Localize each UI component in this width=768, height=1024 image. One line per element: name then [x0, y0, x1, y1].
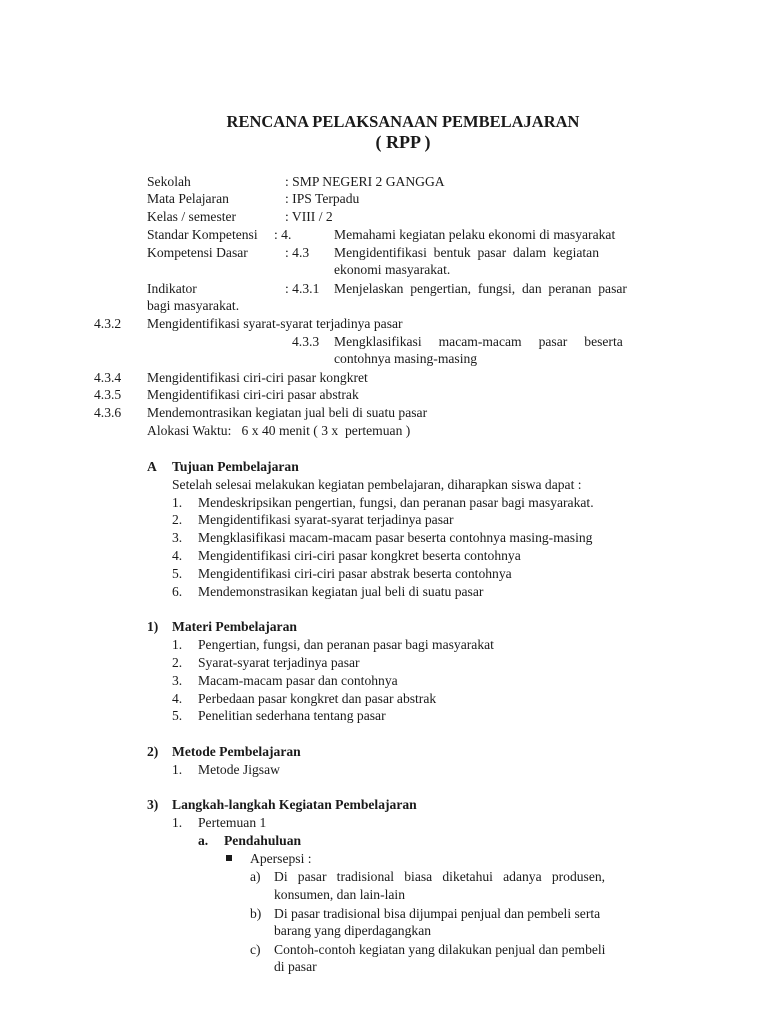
kelas-value: : VIII / 2: [285, 209, 333, 224]
metode-item-number: 1.: [172, 762, 183, 777]
tujuan-heading: Tujuan Pembelajaran: [172, 459, 299, 474]
tujuan-item-number: 2.: [172, 512, 183, 527]
apersepsi-item-cont: barang yang diperdagangkan: [274, 923, 432, 938]
indikator-432-text: Mengidentifikasi syarat-syarat terjadinya pasar: [147, 316, 403, 331]
tujuan-item: Mendeskripsikan pengertian, fungsi, dan peranan pasar bagi masyarakat.: [198, 495, 594, 510]
indikator-433-number: 4.3.3: [292, 334, 320, 349]
langkah-number: 3): [147, 797, 159, 812]
tujuan-item-number: 4.: [172, 548, 183, 563]
tujuan-item: Mengidentifikasi syarat-syarat terjadinya pasar: [198, 512, 454, 527]
apersepsi-item: Di pasar tradisional biasa diketahui adanya produsen,: [274, 869, 606, 884]
tujuan-item-number: 3.: [172, 530, 183, 545]
apersepsi-item-letter: c): [250, 942, 261, 957]
apersepsi-item: Contoh-contoh kegiatan yang dilakukan penjual dan pembeli: [274, 942, 606, 957]
indikator-434-text: Mengidentifikasi ciri-ciri pasar kongkret: [147, 370, 368, 385]
tujuan-item: Mengidentifikasi ciri-ciri pasar kongkret beserta contohnya: [198, 548, 521, 563]
tujuan-item: Mengklasifikasi macam-macam pasar beserta contohnya masing-masing: [198, 530, 593, 545]
pendahuluan-letter: a.: [198, 833, 209, 848]
indikator-433-text-cont: contohnya masing-masing: [334, 351, 478, 366]
alokasi-waktu: Alokasi Waktu: 6 x 40 menit ( 3 x pertemuan ): [147, 423, 411, 438]
materi-item-number: 3.: [172, 673, 183, 688]
materi-item-number: 1.: [172, 637, 183, 652]
materi-item: Macam-macam pasar dan contohnya: [198, 673, 398, 688]
materi-item: Penelitian sederhana tentang pasar: [198, 708, 386, 723]
indikator-433-text: Mengklasifikasi macam-macam pasar beserta: [334, 334, 623, 349]
materi-item-number: 4.: [172, 691, 183, 706]
standar-kompetensi-text: Memahami kegiatan pelaku ekonomi di masyarakat: [334, 227, 616, 242]
indikator-436-text: Mendemontrasikan kegiatan jual beli di suatu pasar: [147, 405, 428, 420]
materi-item-number: 5.: [172, 708, 183, 723]
tujuan-item-number: 5.: [172, 566, 183, 581]
indikator-text: Menjelaskan pengertian, fungsi, dan peranan pasar: [334, 281, 627, 296]
kompetensi-dasar-label: Kompetensi Dasar: [147, 245, 248, 260]
apersepsi-item-letter: a): [250, 869, 261, 884]
materi-item-number: 2.: [172, 655, 183, 670]
tujuan-item: Mendemonstrasikan kegiatan jual beli di suatu pasar: [198, 584, 484, 599]
langkah-heading: Langkah-langkah Kegiatan Pembelajaran: [172, 797, 417, 812]
document-title: RENCANA PELAKSANAAN PEMBELAJARAN: [226, 112, 580, 131]
metode-number: 2): [147, 744, 159, 759]
tujuan-item-number: 1.: [172, 495, 183, 510]
indikator-432-number: 4.3.2: [94, 316, 122, 331]
tujuan-item-number: 6.: [172, 584, 183, 599]
materi-number: 1): [147, 619, 159, 634]
sekolah-label: Sekolah: [147, 174, 191, 189]
materi-item: Syarat-syarat terjadinya pasar: [198, 655, 360, 670]
sekolah-value: : SMP NEGERI 2 GANGGA: [285, 174, 445, 189]
tujuan-intro: Setelah selesai melakukan kegiatan pembelajaran, diharapkan siswa dapat :: [172, 477, 582, 492]
pertemuan-number: 1.: [172, 815, 183, 830]
tujuan-letter: A: [147, 459, 157, 474]
pendahuluan-heading: Pendahuluan: [224, 833, 302, 848]
standar-kompetensi-number: : 4.: [274, 227, 292, 242]
indikator-434-number: 4.3.4: [94, 370, 122, 385]
indikator-435-text: Mengidentifikasi ciri-ciri pasar abstrak: [147, 387, 359, 402]
kompetensi-dasar-text: Mengidentifikasi bentuk pasar dalam kegiatan: [334, 245, 599, 260]
kelas-label: Kelas / semester: [147, 209, 237, 224]
metode-heading: Metode Pembelajaran: [172, 744, 301, 759]
pertemuan-label: Pertemuan 1: [198, 815, 267, 830]
materi-heading: Materi Pembelajaran: [172, 619, 297, 634]
apersepsi-item-cont: konsumen, dan lain-lain: [274, 887, 405, 902]
kompetensi-dasar-text-cont: ekonomi masyarakat.: [334, 262, 451, 277]
materi-item: Pengertian, fungsi, dan peranan pasar bagi masyarakat: [198, 637, 494, 652]
apersepsi-label: Apersepsi :: [250, 851, 312, 866]
indikator-435-number: 4.3.5: [94, 387, 122, 402]
materi-item: Perbedaan pasar kongkret dan pasar abstrak: [198, 691, 437, 706]
indikator-text-cont: bagi masyarakat.: [147, 298, 240, 313]
standar-kompetensi-label: Standar Kompetensi: [147, 227, 258, 242]
tujuan-item: Mengidentifikasi ciri-ciri pasar abstrak beserta contohnya: [198, 566, 512, 581]
apersepsi-item-letter: b): [250, 906, 262, 921]
mapel-value: : IPS Terpadu: [285, 191, 360, 206]
square-bullet-icon: [226, 855, 232, 861]
metode-item: Metode Jigsaw: [198, 762, 280, 777]
document-subtitle: ( RPP ): [375, 132, 431, 152]
indikator-436-number: 4.3.6: [94, 405, 122, 420]
apersepsi-item-cont: di pasar: [274, 959, 317, 974]
indikator-label: Indikator: [147, 281, 197, 296]
kompetensi-dasar-number: : 4.3: [285, 245, 310, 260]
indikator-number: : 4.3.1: [285, 281, 320, 296]
apersepsi-item: Di pasar tradisional bisa dijumpai penjual dan pembeli serta: [274, 906, 601, 921]
mapel-label: Mata Pelajaran: [147, 191, 229, 206]
